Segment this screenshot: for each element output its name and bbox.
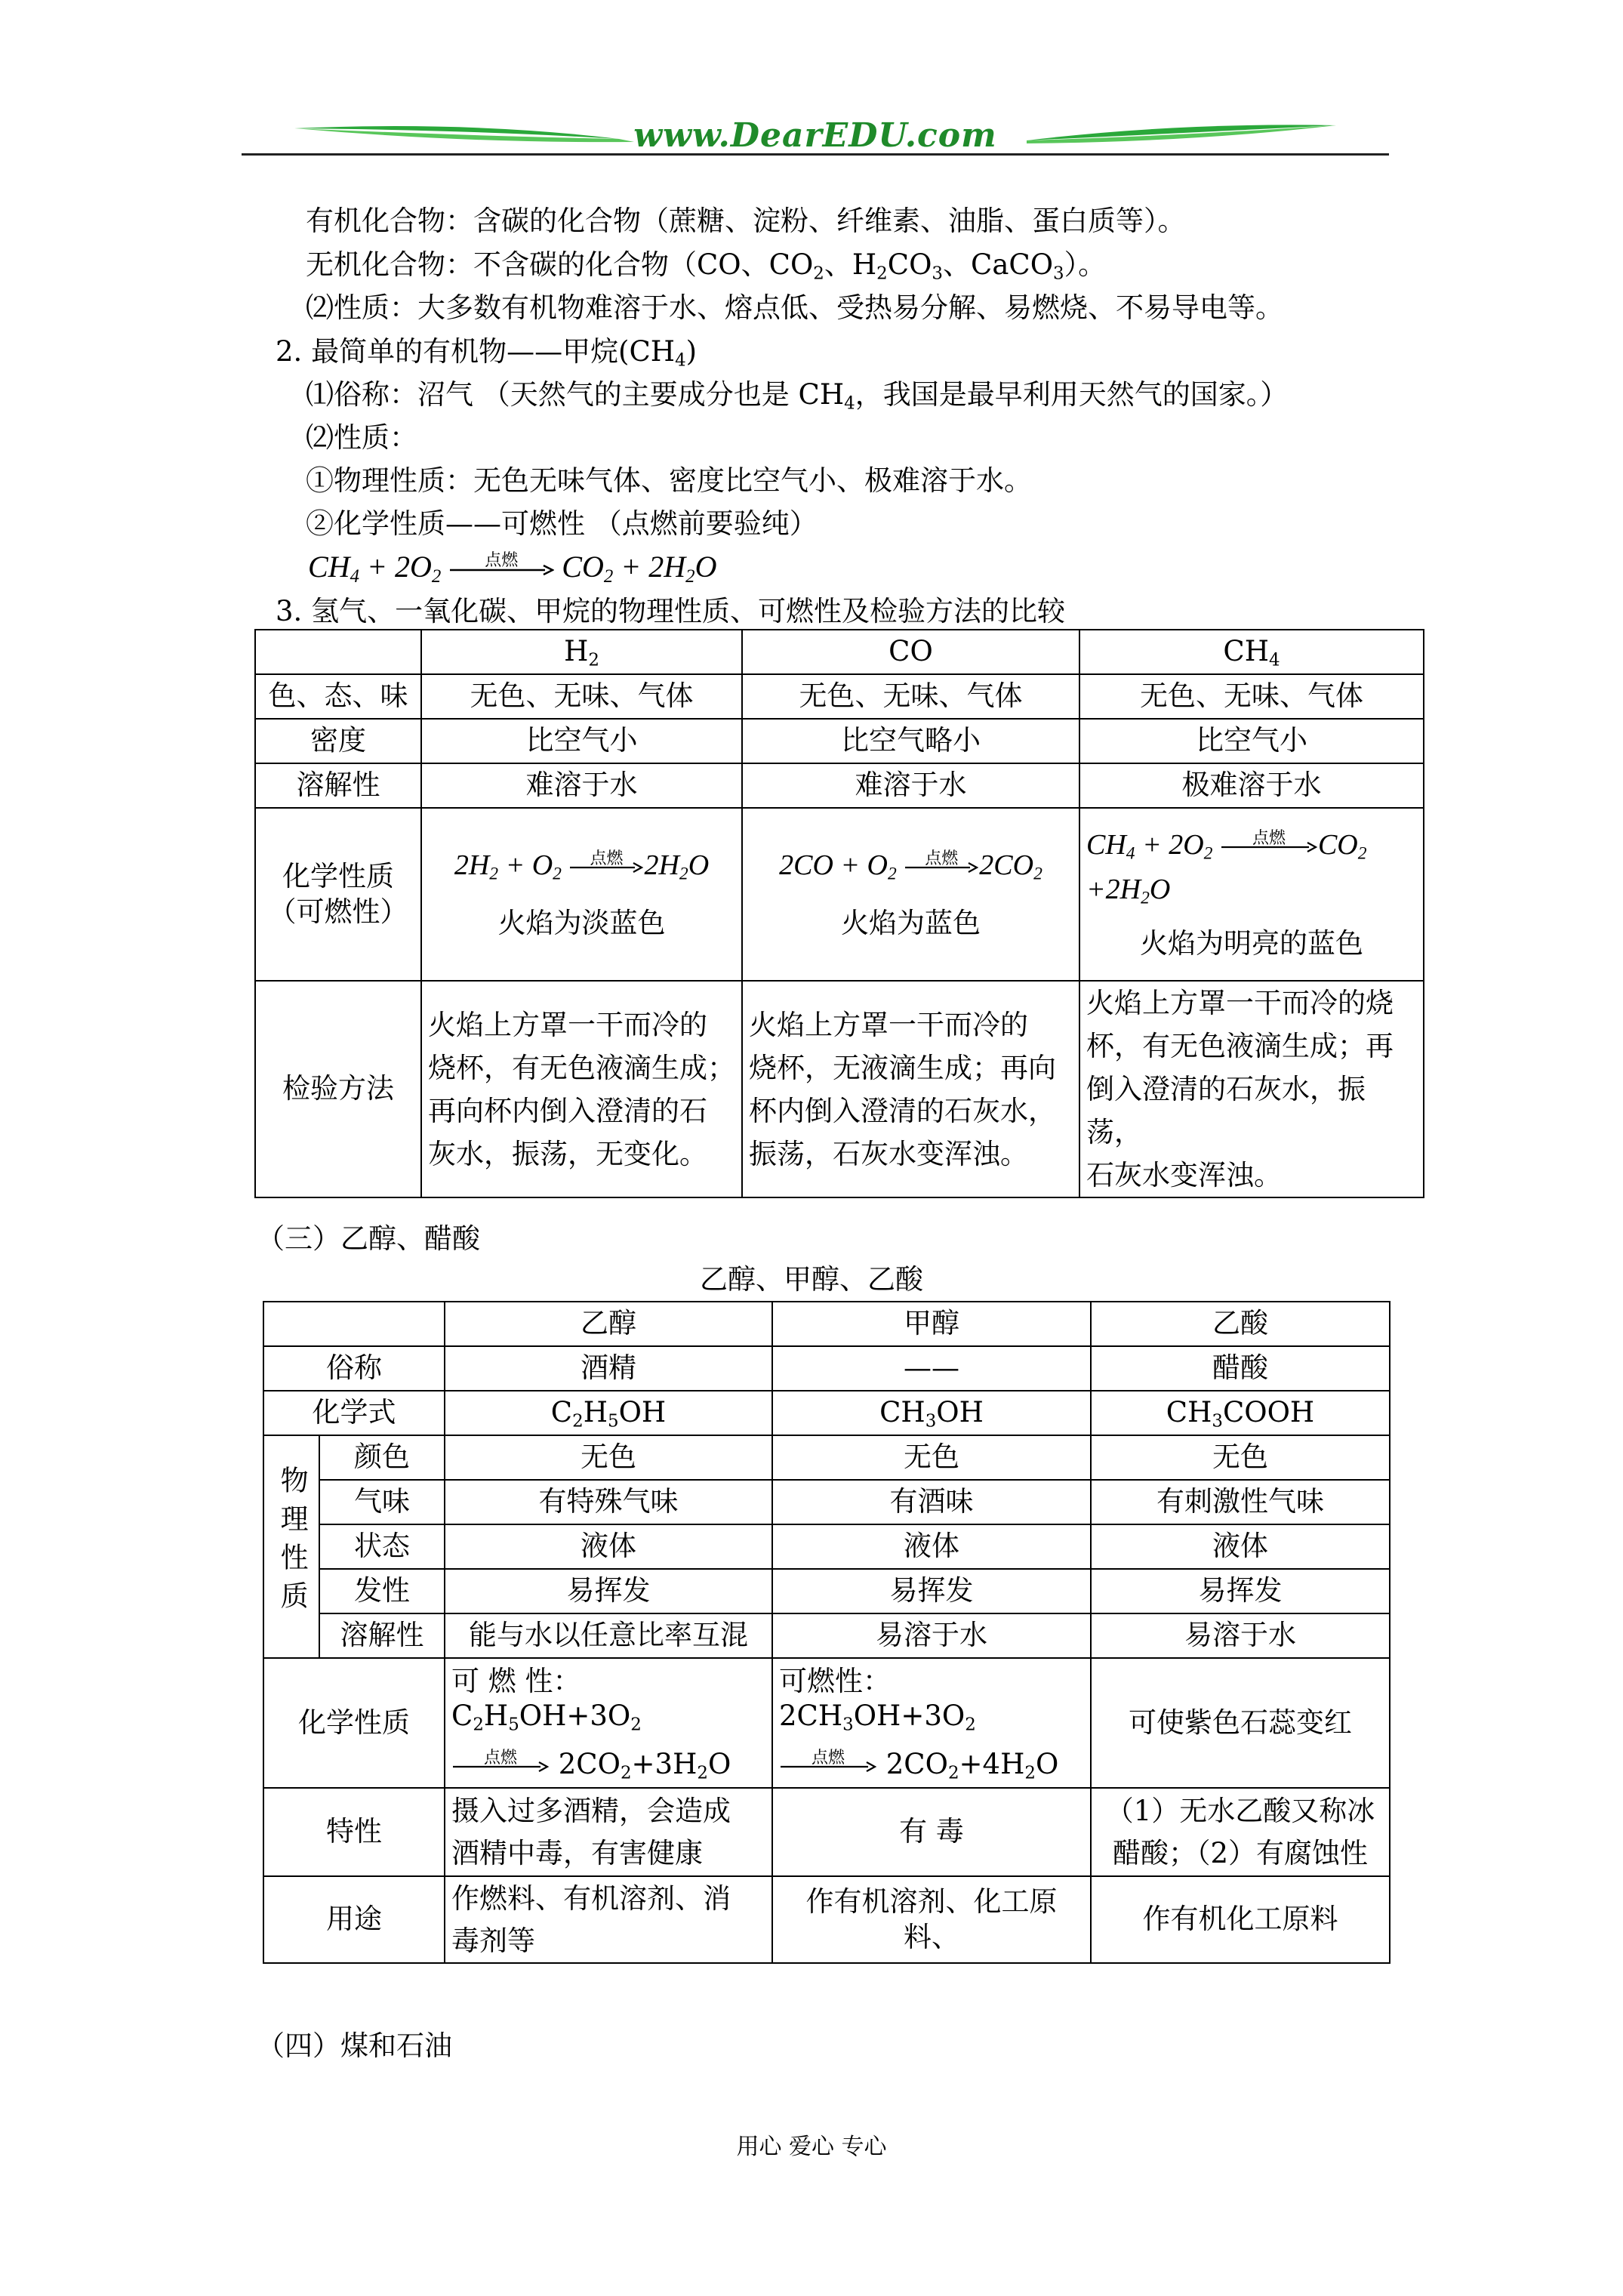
table-row: 密度 比空气小 比空气略小 比空气小: [255, 719, 1424, 763]
methane-combustion-equation: $CH_4 + 2O_2$ 点燃 $CO_2 + 2H_2O$: [308, 550, 717, 587]
h2-combustion-cell: $2H_2 + O_2$ 点燃 $2H_2O$ 火焰为淡蓝色: [421, 808, 742, 981]
reaction-arrow-icon: 点燃: [568, 861, 644, 874]
common-name-line: ⑴俗称：沼气 （天然气的主要成分也是 $CH_4$，我国是最早利用天然气的国家。）: [306, 378, 1289, 414]
properties-line: ⑵性质：大多数有机物难溶于水、熔点低、受热易分解、易燃烧、不易导电等。: [306, 291, 1283, 324]
reaction-arrow-icon: 点燃: [779, 1760, 877, 1774]
property-heading: ⑵性质：: [306, 421, 417, 454]
organic-compound-line: 有机化合物：含碳的化合物（蔗糖、淀粉、纤维素、油脂、蛋白质等）。: [306, 205, 1186, 237]
gas-comparison-table: [254, 629, 1424, 1198]
table-row: 乙醇 甲醇 乙酸: [263, 1302, 1390, 1346]
col-header-co: CO: [742, 630, 1079, 674]
table-row: 用途 作燃料、有机溶剂、消 毒剂等 作有机溶剂、化工原料、 作有机化工原料: [263, 1876, 1390, 1963]
table-row: 俗称 酒精 —— 醋酸: [263, 1346, 1390, 1391]
reaction-arrow-icon: 点燃: [1220, 840, 1318, 854]
ethanol-combustion-cell: 可 燃 性： $C_2H_5OH+3O_2$ 点燃 $2CO_2+3H_2O$: [445, 1658, 772, 1788]
formula-acetic-acid: $CH_3COOH$: [1091, 1391, 1390, 1435]
page-footer: 用心 爱心 专心: [736, 2134, 887, 2160]
reaction-arrow-icon: 点燃: [904, 861, 979, 874]
site-url: www.DearEDU.com: [633, 116, 997, 155]
table-row: 物理性质 颜色 无色 无色 无色: [263, 1435, 1390, 1480]
table-caption: 乙醇、甲醇、乙酸: [700, 1263, 923, 1296]
physical-property-line: ①物理性质：无色无味气体、密度比空气小、极难溶于水。: [306, 464, 1032, 497]
co-combustion-cell: $2CO + O_2$ 点燃 $2CO_2$ 火焰为蓝色: [742, 808, 1079, 981]
page-header: [242, 113, 1389, 159]
reaction-arrow-icon: 点燃: [451, 1760, 550, 1774]
methane-heading: 2. 最简单的有机物——甲烷$(CH_4)$: [276, 335, 698, 371]
table-row: 发性 易挥发 易挥发 易挥发: [263, 1569, 1390, 1613]
section-three-title: （三）乙醇、醋酸: [257, 1222, 480, 1255]
ch4-combustion-cell: $CH_4 + 2O_2$ 点燃 $CO_2$ $+2H_2O$ 火焰为明亮的蓝色: [1079, 808, 1424, 981]
table-row: 特性 摄入过多酒精，会造成 酒精中毒，有害健康 有 毒 （1）无水乙酸又称冰 醋酸；（2）有腐蚀性: [263, 1788, 1390, 1876]
table-row: 检验方法 火焰上方罩一干而冷的 烧杯，有无色液滴生成； 再向杯内倒入澄清的石 灰水，振荡，无变化。 火焰上方罩一干而冷的 烧杯，无液滴生成；再向 杯内倒入澄清的石灰水， 振荡，石灰水变浑浊。 火焰上方罩一干而冷的烧 杯，有无色液滴生成；再 倒入澄清的石灰水，振荡， 石灰水变浑浊。: [255, 981, 1424, 1197]
col-header-ch4: $CH_4$: [1079, 630, 1424, 674]
table-row: 状态 液体 液体 液体: [263, 1524, 1390, 1569]
methanol-combustion-cell: 可燃性：$2CH_3OH+3O_2$ 点燃 $2CO_2+4H_2O$: [772, 1658, 1091, 1788]
chemical-property-line: ②化学性质——可燃性 （点燃前要验纯）: [306, 507, 818, 540]
table-row: 气味 有特殊气味 有酒味 有刺激性气味: [263, 1480, 1390, 1524]
table-row: [255, 808, 1424, 981]
table-row: 溶解性 难溶于水 难溶于水 极难溶于水: [255, 763, 1424, 808]
formula-methanol: $CH_3OH$: [772, 1391, 1091, 1435]
table-row: 溶解性 能与水以任意比率互混 易溶于水 易溶于水: [263, 1613, 1390, 1658]
table-row: [255, 630, 1424, 674]
physical-property-label: 物理性质: [263, 1435, 319, 1658]
col-header-h2: $H_2$: [421, 630, 742, 674]
formula-ethanol: $C_2H_5OH$: [445, 1391, 772, 1435]
comparison-heading: 3. 氢气、一氧化碳、甲烷的物理性质、可燃性及检验方法的比较: [276, 595, 1066, 627]
table-row: 化学式 $C_2H_5OH$ $CH_3OH$ $CH_3COOH$: [263, 1391, 1390, 1435]
alcohol-acid-table: [263, 1301, 1390, 1964]
table-row: 色、态、味 无色、无味、气体 无色、无味、气体 无色、无味、气体: [255, 674, 1424, 719]
header-rule: [242, 153, 1389, 156]
reaction-arrow-icon: 点燃: [448, 562, 554, 578]
chem-property-label: 化学性质 （可燃性）: [255, 808, 421, 981]
section-four-title: （四）煤和石油: [257, 2029, 452, 2062]
table-row: 化学性质 可 燃 性： $C_2H_5OH+3O_2$ 点燃 $2CO_2+3H_2O$ 可燃性：$2CH_3OH+3O_2$ 点燃 $2CO_2+4H_2O$ 可使紫色石蕊变红: [263, 1658, 1390, 1788]
inorganic-compound-line: 无机化合物：不含碳的化合物（CO、$CO_2$、$H_2CO_3$、CaCO$_3$）。: [306, 248, 1107, 284]
